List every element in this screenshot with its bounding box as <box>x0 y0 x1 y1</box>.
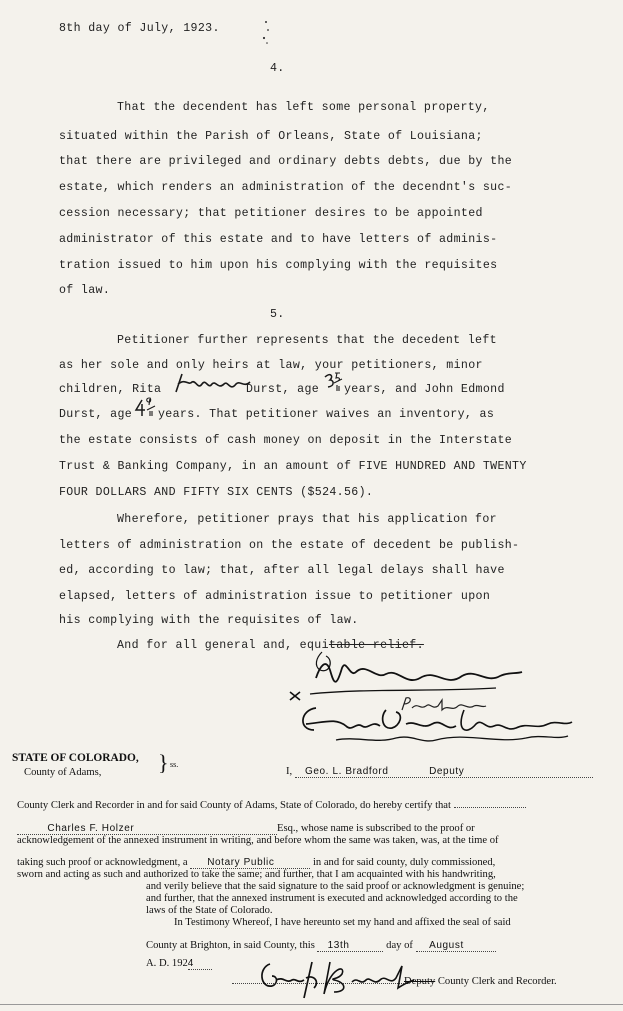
esq-text: Esq., whose name is subscribed to the proof or <box>277 823 475 834</box>
capacity-fill <box>190 857 310 869</box>
cert-line <box>17 800 526 811</box>
s5-line: FOUR DOLLARS AND FIFTY SIX CENTS ($524.56). <box>59 486 374 499</box>
cert-line-6: and further, that the annexed instrument is executed and acknowledged according to the <box>146 893 518 904</box>
i-label: I, <box>286 766 293 777</box>
s5-line4-a: Durst, age <box>59 408 133 421</box>
bracket: } <box>158 750 169 775</box>
s4-line: tration issued to him upon his complying with the requisites <box>59 259 498 272</box>
state-heading: STATE OF COLORADO, <box>12 752 139 764</box>
s4-line: administrator of this estate and to have letters of adminis- <box>59 233 498 246</box>
date-line: 8th day of July, 1923. <box>59 22 220 35</box>
s5-line: the estate consists of cash money on deposit in the Interstate <box>59 434 513 447</box>
wherefore-line: elapsed, letters of administration issue to petitioner upon <box>59 590 491 603</box>
day-fill <box>317 940 383 952</box>
cert-line-2b: acknowledgement of the annexed instrument in writing, and before whom the same was taken, was, at the time of <box>17 835 499 846</box>
officer-title: Deputy <box>429 766 465 777</box>
s5-line3-a: children, Rita <box>59 383 162 396</box>
ad-label: A. D. 192 <box>146 958 188 969</box>
cert-line <box>17 823 475 835</box>
page-bottom-edge <box>0 1004 623 1005</box>
day-of: day of <box>386 940 413 951</box>
clerk-signature <box>256 958 416 1004</box>
day-value: 13th <box>327 940 350 951</box>
ad-line <box>146 958 212 970</box>
section-4-number: 4. <box>270 62 285 75</box>
testimony-line: In Testimony Whereof, I have hereunto set my hand and affixed the seal of said <box>174 917 511 928</box>
s4-line: of law. <box>59 284 111 297</box>
s4-line: situated within the Parish of Orleans, State of Louisiana; <box>59 130 483 143</box>
county-at: County at Brighton, in said County, this <box>146 940 315 951</box>
cert-line-3a: taking such proof or acknowledgment, a <box>17 857 188 868</box>
cert-line-1: County Clerk and Recorder in and for said County of Adams, State of Colorado, do hereby certify that <box>17 800 451 811</box>
officer-fill <box>295 766 593 778</box>
ink-marks <box>258 18 274 48</box>
s5-line3-c: years, and John Edmond <box>344 383 505 396</box>
handwritten-middle-name <box>172 372 252 396</box>
section-5-number: 5. <box>270 308 285 321</box>
month-fill <box>416 940 496 952</box>
month-value: August <box>429 940 464 951</box>
relief-struck-text: table relief. <box>328 639 424 652</box>
s5-line4-b: years. That petitioner waives an inventory, as <box>158 408 495 421</box>
s5-line <box>59 383 161 396</box>
wherefore-line: Wherefore, petitioner prays that his application for <box>117 513 497 526</box>
person-fill <box>17 823 277 835</box>
cert-line-4: sworn and acting as such and authorized to take the same; and further, that I am acquainted with his handwriting, <box>17 869 496 880</box>
wherefore-line: ed, according to law; that, after all legal delays shall have <box>59 564 505 577</box>
s4-line: That the decendent has left some personal property, <box>117 101 490 114</box>
s4-line: that there are privileged and ordinary debts debts, due by the <box>59 155 513 168</box>
clerk-title: County Clerk and Recorder. <box>437 976 557 987</box>
s5-line3-b: Durst, age <box>246 383 320 396</box>
county-heading: County of Adams, <box>24 767 102 778</box>
person-name: Charles F. Holzer <box>47 823 135 834</box>
s5-line: Trust & Banking Company, in an amount of FIVE HUNDRED AND TWENTY <box>59 460 527 473</box>
s4-line: cession necessary; that petitioner desires to be appointed <box>59 207 483 220</box>
officer-line <box>286 766 593 778</box>
cert-line-7: laws of the State of Colorado. <box>146 905 273 916</box>
ss-label: ss. <box>170 760 179 769</box>
capacity: Notary Public <box>207 857 275 868</box>
cert-line <box>17 857 495 869</box>
s5-line: as her sole and only heirs at law, your petitioners, minor <box>59 359 483 372</box>
blank <box>454 807 526 808</box>
handwritten-age-rita <box>322 371 344 393</box>
attorney-signature <box>296 700 576 756</box>
date-line-cert <box>146 940 496 952</box>
title-struck: Deputy <box>404 976 436 987</box>
s5-line: Petitioner further represents that the decedent left <box>117 334 497 347</box>
officer-name: Geo. L. Bradford <box>304 766 389 777</box>
cert-line-5: and verily believe that the said signature to the said proof or acknowledgment is genuine; <box>146 881 525 892</box>
relief-text: And for all general and, equi <box>117 639 329 652</box>
year-value: 4 <box>187 958 194 969</box>
s4-line: estate, which renders an administration of the decendnt's suc- <box>59 181 513 194</box>
wherefore-line: his complying with the requisites of law. <box>59 614 359 627</box>
wherefore-line: letters of administration on the estate of decedent be publish- <box>59 539 520 552</box>
cert-line-3b: in and for said county, duly commissioned, <box>312 857 496 868</box>
handwritten-age-john <box>133 396 157 418</box>
year-fill <box>188 958 212 970</box>
